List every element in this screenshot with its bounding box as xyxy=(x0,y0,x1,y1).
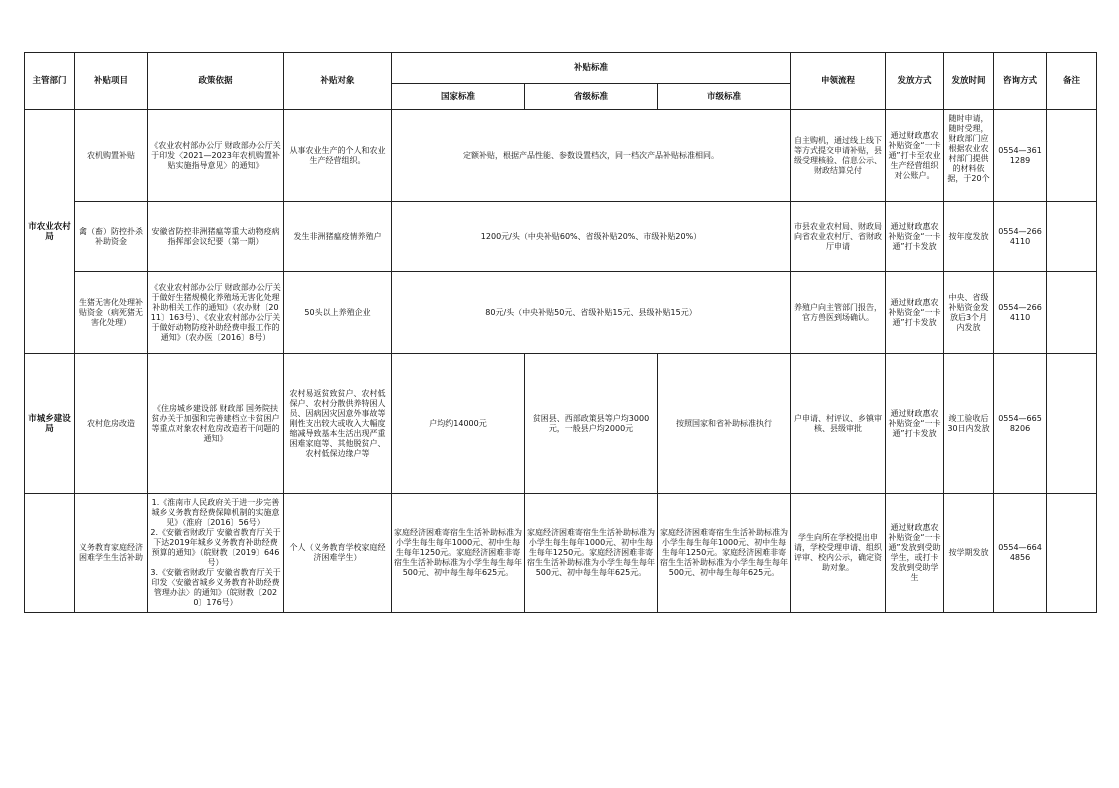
subsidy-table xyxy=(24,52,1097,613)
time-text: 随时申请，随时受理，财政部门应根据农业农村部门提供的材料依据，于20个 xyxy=(947,113,990,183)
remark-cell xyxy=(1047,494,1097,613)
basis-cell: 安徽省防控非洲猪瘟等重大动物疫病指挥部会议纪要（第一期） xyxy=(148,202,284,272)
header-method: 发放方式 xyxy=(886,53,944,110)
process-cell: 市县农业农村局、财政局向省农业农村厅、省财政厅申请 xyxy=(791,202,886,272)
header-city: 市级标准 xyxy=(658,84,791,110)
process-cell: 养殖户向主管部门报告，官方兽医到场确认。 xyxy=(791,272,886,354)
method-cell: 通过财政惠农补贴资金“一卡通”打卡发放 xyxy=(886,354,944,494)
table-row xyxy=(25,202,1097,272)
dept-cell: 市城乡建设局 xyxy=(25,354,75,494)
time-cell: 中央、省级补贴资金发放后3个月内发放 xyxy=(944,272,994,354)
method-cell: 通过财政惠农补贴资金“一卡通”发放到受助学生，或打卡发放到受助学生 xyxy=(886,494,944,613)
time-cell: 按学期发放 xyxy=(944,494,994,613)
table-row xyxy=(25,272,1097,354)
target-cell: 从事农业生产的个人和农业生产经营组织。 xyxy=(284,110,392,202)
dept-cell xyxy=(25,494,75,613)
header-target: 补贴对象 xyxy=(284,53,392,110)
item-cell: 农机购置补贴 xyxy=(75,110,148,202)
time-cell: 按年度发放 xyxy=(944,202,994,272)
header-row-1 xyxy=(25,53,1097,84)
header-provincial: 省级标准 xyxy=(525,84,658,110)
basis-cell: 《农业农村部办公厅 财政部办公厅关于印发〈2021—2023年农机购置补贴实施指导意见〉的通知》 xyxy=(148,110,284,202)
basis-cell: 《农业农村部办公厅 财政部办公厅关于做好生猪规模化养殖场无害化处理补助相关工作的通知》（农办财〔2011〕163号）、《农业农村部办公厅关于做好动物防疫补助经费申报工作的通知》（农办医〔2016〕8号） xyxy=(148,272,284,354)
contact-cell: 0554—6658206 xyxy=(994,354,1047,494)
method-cell: 通过财政惠农补贴资金“一卡通”打卡发放 xyxy=(886,202,944,272)
item-cell: 义务教育家庭经济困难学生生活补助 xyxy=(75,494,148,613)
provincial-cell: 贫困县、西部政策县等户均3000元，一般县户均2000元 xyxy=(525,354,658,494)
remark-cell xyxy=(1047,110,1097,202)
city-cell: 家庭经济困难寄宿生生活补助标准为小学生每生每年1000元、初中生每生每年1250元。家庭经济困难非寄宿生生活补助标准为小学生每生每年500元、初中每生每年625元。 xyxy=(658,494,791,613)
basis-cell: 《住房城乡建设部 财政部 国务院扶贫办关于加强和完善建档立卡贫困户等重点对象农村危房改造若干问题的通知》 xyxy=(148,354,284,494)
target-cell: 个人（义务教育学校家庭经济困难学生） xyxy=(284,494,392,613)
provincial-cell: 家庭经济困难寄宿生生活补助标准为小学生每生每年1000元、初中生每生每年1250元。家庭经济困难非寄宿生生活补助标准为小学生每生每年500元、初中每生每年625元。 xyxy=(525,494,658,613)
remark-cell xyxy=(1047,354,1097,494)
header-dept: 主管部门 xyxy=(25,53,75,110)
standard-cell: 定额补贴，根据产品性能、参数设置档次，同一档次产品补贴标准相同。 xyxy=(392,110,791,202)
header-standard: 补贴标准 xyxy=(392,53,791,84)
process-cell: 学生向所在学校提出申请，学校受理申请、组织评审、校内公示，确定资助对象。 xyxy=(791,494,886,613)
table-row xyxy=(25,354,1097,494)
national-cell: 家庭经济困难寄宿生生活补助标准为小学生每生每年1000元、初中生每生每年1250元。家庭经济困难非寄宿生生活补助标准为小学生每生每年500元、初中每生每年625元。 xyxy=(392,494,525,613)
header-national: 国家标准 xyxy=(392,84,525,110)
process-cell: 自主购机，通过线上线下等方式提交申请补贴，县级受理核验、信息公示、财政结算兑付 xyxy=(791,110,886,202)
remark-cell xyxy=(1047,272,1097,354)
table-row xyxy=(25,494,1097,613)
method-cell: 通过财政惠农补贴资金“一卡通”打卡至农业生产经营组织对公账户。 xyxy=(886,110,944,202)
standard-cell: 1200元/头（中央补贴60%、省级补贴20%、市级补贴20%） xyxy=(392,202,791,272)
national-cell: 户均约14000元 xyxy=(392,354,525,494)
target-cell: 50头以上养殖企业 xyxy=(284,272,392,354)
header-item: 补贴项目 xyxy=(75,53,148,110)
remark-cell xyxy=(1047,202,1097,272)
header-contact: 咨询方式 xyxy=(994,53,1047,110)
item-cell: 禽（畜）防控扑杀补助资金 xyxy=(75,202,148,272)
dept-cell: 市农业农村局 xyxy=(25,110,75,354)
contact-cell: 0554—3611289 xyxy=(994,110,1047,202)
header-basis: 政策依据 xyxy=(148,53,284,110)
table-row xyxy=(25,110,1097,202)
method-cell: 通过财政惠农补贴资金“一卡通”打卡发放 xyxy=(886,272,944,354)
target-cell: 发生非洲猪瘟疫情养殖户 xyxy=(284,202,392,272)
header-time: 发放时间 xyxy=(944,53,994,110)
header-remark: 备注 xyxy=(1047,53,1097,110)
basis-cell: 1.《淮南市人民政府关于进一步完善城乡义务教育经费保障机制的实施意见》（淮府〔2016〕56号） 2.《安徽省财政厅 安徽省教育厅关于下达2019年城乡义务教育补助经费预算的通知》（皖财教〔2019〕646号） 3.《安徽省财政厅 安徽省教育厅关于印发〈安徽省城乡义务教育补助经费管理办法〉的通知》（皖财教〔2020〕176号） xyxy=(148,494,284,613)
time-cell: 竣工验收后30日内发放 xyxy=(944,354,994,494)
header-process: 申领流程 xyxy=(791,53,886,110)
standard-cell: 80元/头（中央补贴50元、省级补贴15元、县级补贴15元） xyxy=(392,272,791,354)
target-cell: 农村易返贫致贫户、农村低保户、农村分散供养特困人员、因病因灾因意外事故等刚性支出较大或收入大幅度缩减导致基本生活出现严重困难家庭等、其他脱贫户、农村低保边缘户等 xyxy=(284,354,392,494)
city-cell: 按照国家和省补助标准执行 xyxy=(658,354,791,494)
contact-cell: 0554—2664110 xyxy=(994,202,1047,272)
item-cell: 农村危房改造 xyxy=(75,354,148,494)
process-cell: 户申请、村评议、乡镇审核、县级审批 xyxy=(791,354,886,494)
item-cell: 生猪无害化处理补贴资金（病死猪无害化处理） xyxy=(75,272,148,354)
contact-cell: 0554—2664110 xyxy=(994,272,1047,354)
time-cell xyxy=(944,110,994,202)
contact-cell: 0554—6644856 xyxy=(994,494,1047,613)
